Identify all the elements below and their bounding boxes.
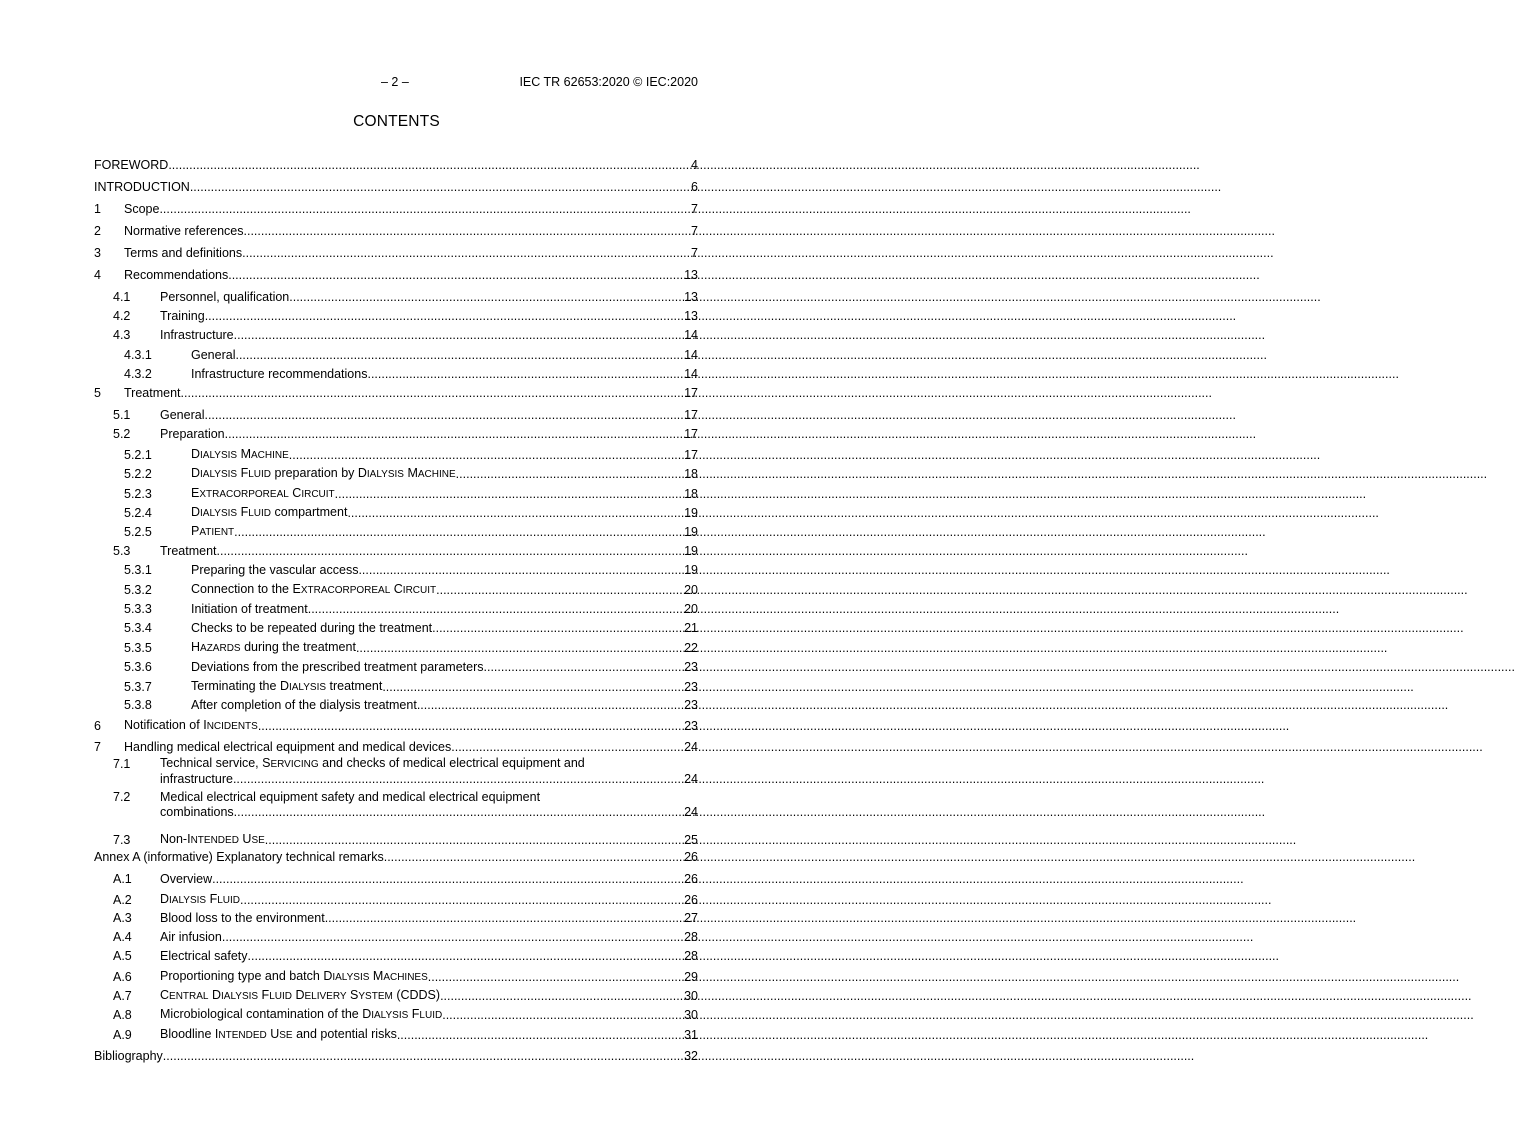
toc-entry-page: 14	[684, 328, 698, 342]
toc-entry-number: 3	[94, 246, 101, 260]
toc-entry-title: DIALYSIS FLUID preparation by DIALYSIS MACHINE	[191, 466, 456, 480]
toc-entry[interactable]	[94, 386, 698, 401]
dot-leader	[233, 772, 683, 787]
toc-entry-number: A.2	[113, 893, 132, 907]
toc-entry-page: 19	[684, 563, 698, 577]
toc-entry-page: 23	[684, 680, 698, 694]
toc-entry[interactable]	[94, 427, 698, 442]
toc-entry-title: Training	[160, 309, 205, 323]
toc-entry[interactable]	[94, 790, 698, 820]
toc-entry[interactable]	[94, 563, 698, 578]
toc-entry-number: 5.2	[113, 427, 131, 441]
toc-entry[interactable]	[94, 911, 698, 926]
toc-entry-title: Personnel, qualification	[160, 290, 290, 304]
toc-entry-title: EXTRACORPOREAL CIRCUIT	[191, 486, 335, 500]
toc-entry-title: Initiation of treatment	[191, 602, 308, 616]
dot-leader	[205, 309, 683, 324]
toc-entry-title: Treatment	[160, 544, 217, 558]
toc-entry[interactable]	[94, 1027, 698, 1043]
toc-entry-number: 2	[94, 224, 101, 238]
toc-entry-title: Treatment	[124, 386, 181, 400]
toc-entry[interactable]	[94, 602, 698, 617]
toc-entry-number: 5.3.7	[124, 680, 152, 694]
toc-entry-title: CENTRAL DIALYSIS FLUID DELIVERY SYSTEM (CDDS)	[160, 988, 441, 1002]
toc-entry-number: 5	[94, 386, 101, 400]
toc-entry[interactable]	[94, 246, 698, 261]
dot-leader	[244, 224, 691, 239]
dot-leader	[212, 872, 683, 887]
dot-leader	[417, 698, 683, 713]
toc-entry-title: Air infusion	[160, 930, 222, 944]
toc-entry-number: A.6	[113, 970, 132, 984]
toc-entry-page: 19	[684, 525, 698, 539]
toc-entry-page: 20	[684, 583, 698, 597]
dot-leader	[289, 290, 683, 305]
toc-entry-number: 7.2	[113, 790, 131, 804]
dot-leader	[181, 386, 684, 401]
toc-entry-title: DIALYSIS FLUID compartment	[191, 505, 348, 519]
toc-entry-title: Non-INTENDED USE	[160, 832, 265, 846]
toc-entry-number: 7	[94, 740, 101, 754]
toc-entry[interactable]	[94, 832, 698, 848]
toc-entry[interactable]	[94, 740, 698, 755]
dot-leader	[235, 348, 683, 363]
toc-entry[interactable]	[94, 850, 698, 865]
toc-entry-number: A.7	[113, 989, 132, 1003]
toc-entry-page: 19	[684, 506, 698, 520]
dot-leader	[384, 850, 683, 865]
toc-entry-title: Proportioning type and batch DIALYSIS MACHINES	[160, 969, 428, 983]
toc-entry-title: Normative references	[124, 224, 244, 238]
toc-entry-page: 27	[684, 911, 698, 925]
toc-entry-number: A.4	[113, 930, 132, 944]
toc-entry-page: 24	[684, 805, 698, 819]
toc-entry[interactable]	[94, 679, 698, 695]
toc-entry-page: 6	[691, 180, 698, 194]
toc-entry-page: 30	[684, 1008, 698, 1022]
toc-entry-title: HAZARDS during the treatment	[191, 640, 356, 654]
toc-entry-page: 30	[684, 989, 698, 1003]
toc-entry-title: Preparation	[160, 427, 225, 441]
toc-entry-title: Notification of INCIDENTS	[124, 718, 258, 732]
toc-entry[interactable]	[94, 988, 698, 1004]
toc-entry-page: 13	[684, 268, 698, 282]
dot-leader	[265, 833, 683, 848]
toc-entry-number: A.3	[113, 911, 132, 925]
toc-entry-page: 28	[684, 949, 698, 963]
toc-entry-page: 23	[684, 719, 698, 733]
toc-entry[interactable]	[94, 348, 698, 363]
toc-entry[interactable]	[94, 447, 698, 463]
toc-entry-page: 13	[684, 290, 698, 304]
toc-entry-number: 5.1	[113, 408, 131, 422]
toc-entry-page: 25	[684, 833, 698, 847]
toc-entry-number: 6	[94, 719, 101, 733]
toc-entry-page: 18	[684, 487, 698, 501]
dot-leader	[367, 367, 683, 382]
toc-entry-title: Terminating the DIALYSIS treatment	[191, 679, 383, 693]
toc-entry-title: Scope	[124, 202, 160, 216]
toc-entry-title: Recommendations	[124, 268, 229, 282]
dot-leader	[325, 911, 683, 926]
toc-entry-page: 13	[684, 309, 698, 323]
toc-entry-number: 5.2.4	[124, 506, 152, 520]
toc-entry-title: Checks to be repeated during the treatment	[191, 621, 433, 635]
toc-entry-number: 5.3.2	[124, 583, 152, 597]
toc-entry[interactable]	[94, 268, 698, 283]
toc-entry[interactable]	[94, 486, 698, 502]
toc-entry-number: 4	[94, 268, 101, 282]
toc-entry[interactable]	[94, 892, 698, 908]
dot-leader	[289, 448, 683, 463]
toc-entry-title: Bloodline INTENDED USE and potential risks	[160, 1027, 397, 1041]
dot-leader	[451, 740, 683, 755]
toc-entry-number: 5.2.5	[124, 525, 152, 539]
toc-entry-title: Connection to the EXTRACORPOREAL CIRCUIT	[191, 582, 437, 596]
dot-leader	[204, 408, 683, 423]
toc-entry[interactable]	[94, 756, 698, 787]
dot-leader	[308, 602, 683, 617]
toc-entry-page: 26	[684, 893, 698, 907]
toc-entry-page: 28	[684, 930, 698, 944]
toc-entry[interactable]	[94, 180, 698, 195]
toc-entry-title: infrastructure	[160, 772, 233, 786]
toc-entry-page: 17	[684, 386, 698, 400]
dot-leader	[234, 328, 683, 343]
toc-entry-number: 5.3	[113, 544, 131, 558]
toc-entry-page: 26	[684, 850, 698, 864]
toc-entry-title-line: Medical electrical equipment safety and medical electrical equipment	[160, 790, 541, 804]
dot-leader	[159, 202, 690, 217]
toc-entry-number: 5.3.8	[124, 698, 152, 712]
toc-entry-number: 5.3.3	[124, 602, 152, 616]
toc-entry[interactable]	[94, 408, 698, 423]
toc-entry-title: Infrastructure	[160, 328, 234, 342]
toc-entry-page: 19	[684, 544, 698, 558]
toc-entry-title: Preparing the vascular access	[191, 563, 359, 577]
dot-leader	[484, 660, 684, 675]
toc-entry-number: 5.3.5	[124, 641, 152, 655]
dot-leader	[347, 506, 683, 521]
dot-leader	[190, 180, 690, 195]
toc-entry-number: 5.2.2	[124, 467, 152, 481]
toc-entry-title: Electrical safety	[160, 949, 248, 963]
toc-entry-title: INTRODUCTION	[94, 180, 190, 194]
toc-entry[interactable]	[94, 930, 698, 945]
toc-entry[interactable]	[94, 1007, 698, 1023]
toc-entry-title: After completion of the dialysis treatment	[191, 698, 417, 712]
dot-leader	[397, 1028, 683, 1043]
document-reference: IEC TR 62653:2020 © IEC:2020	[519, 75, 698, 89]
toc-entry-number: A.8	[113, 1008, 132, 1022]
toc-entry[interactable]	[94, 872, 698, 887]
toc-entry-page: 18	[684, 467, 698, 481]
toc-entry-page: 7	[691, 202, 698, 216]
toc-entry[interactable]	[94, 621, 698, 636]
toc-entry-title: Deviations from the prescribed treatment parameters	[191, 660, 484, 674]
toc-entry-title: Handling medical electrical equipment and medical devices	[124, 740, 452, 754]
toc-entry-title: combinations	[160, 805, 234, 819]
toc-entry[interactable]	[94, 158, 698, 173]
page-number: – 2 –	[381, 75, 409, 89]
toc-entry[interactable]	[94, 505, 698, 521]
toc-entry-number: 4.2	[113, 309, 131, 323]
dot-leader	[242, 246, 690, 261]
dot-leader	[258, 719, 683, 734]
toc-entry-number: A.1	[113, 872, 132, 886]
toc-entry-number: 7.3	[113, 833, 131, 847]
toc-entry-title: Overview	[160, 872, 213, 886]
dot-leader	[168, 158, 690, 173]
toc-entry-number: 5.2.3	[124, 487, 152, 501]
toc-entry-number: A.9	[113, 1028, 132, 1042]
toc-entry-page: 14	[684, 367, 698, 381]
toc-entry-page: 23	[684, 660, 698, 674]
toc-entry-number: 4.3.2	[124, 367, 152, 381]
toc-entry[interactable]	[94, 544, 698, 559]
toc-entry-title: Terms and definitions	[124, 246, 243, 260]
toc-entry[interactable]	[94, 582, 698, 598]
toc-entry-number: 4.3	[113, 328, 131, 342]
toc-entry-page: 24	[684, 740, 698, 754]
toc-entry-page: 17	[684, 427, 698, 441]
dot-leader	[222, 930, 683, 945]
toc-entry[interactable]	[94, 1049, 698, 1064]
toc-entry-page: 31	[684, 1028, 698, 1042]
toc-entry-page: 17	[684, 408, 698, 422]
toc-entry-page: 29	[684, 970, 698, 984]
dot-leader	[217, 544, 684, 559]
toc-entry-title: Annex A (informative) Explanatory technical remarks	[94, 850, 384, 864]
toc-entry-number: A.5	[113, 949, 132, 963]
toc-entry[interactable]	[94, 640, 698, 656]
toc-entry-page: 22	[684, 641, 698, 655]
toc-entry-page: 21	[684, 621, 698, 635]
toc-entry-page: 7	[691, 224, 698, 238]
toc-entry-page: 26	[684, 872, 698, 886]
dot-leader	[436, 583, 683, 598]
toc-entry[interactable]	[94, 698, 698, 713]
toc-entry-page: 32	[684, 1049, 698, 1063]
dot-leader	[234, 805, 683, 820]
toc-entry[interactable]	[94, 202, 698, 217]
toc-entry-title: Blood loss to the environment	[160, 911, 325, 925]
dot-leader	[240, 893, 683, 908]
toc-entry[interactable]	[94, 969, 698, 985]
page-title: CONTENTS	[353, 113, 440, 130]
dot-leader	[335, 487, 683, 502]
toc-entry-page: 7	[691, 246, 698, 260]
toc-entry-page: 23	[684, 698, 698, 712]
toc-entry-number: 4.3.1	[124, 348, 152, 362]
dot-leader	[382, 680, 683, 695]
toc-entry-title: Infrastructure recommendations	[191, 367, 368, 381]
toc-entry-number: 5.3.1	[124, 563, 152, 577]
dot-leader	[248, 949, 684, 964]
toc-entry-title: General	[160, 408, 205, 422]
dot-leader	[432, 621, 683, 636]
toc-entry-page: 17	[684, 448, 698, 462]
toc-entry-page: 4	[691, 158, 698, 172]
toc-entry[interactable]	[94, 290, 698, 305]
dot-leader	[440, 989, 683, 1004]
toc-entry-title: Bibliography	[94, 1049, 163, 1063]
dot-leader	[228, 268, 683, 283]
dot-leader	[163, 1049, 683, 1064]
toc-entry-number: 5.3.6	[124, 660, 152, 674]
toc-entry[interactable]	[94, 524, 698, 540]
toc-entry-page: 20	[684, 602, 698, 616]
dot-leader	[456, 467, 683, 482]
toc-entry[interactable]	[94, 466, 698, 482]
toc-entry-title: Microbiological contamination of the DIALYSIS FLUID	[160, 1007, 443, 1021]
toc-entry-number: 7.1	[113, 757, 131, 771]
dot-leader	[358, 563, 683, 578]
toc-entry-title: DIALYSIS MACHINE	[191, 447, 289, 461]
dot-leader	[356, 641, 683, 656]
toc-entry-number: 5.3.4	[124, 621, 152, 635]
toc-entry[interactable]	[94, 660, 698, 675]
toc-entry-number: 1	[94, 202, 101, 216]
toc-entry[interactable]	[94, 328, 698, 343]
toc-entry-title: General	[191, 348, 236, 362]
toc-entry-title-line: Technical service, SERVICING and checks of medical electrical equipment and	[160, 756, 585, 770]
toc-entry[interactable]	[94, 718, 698, 734]
toc-entry-title: DIALYSIS FLUID	[160, 892, 241, 906]
toc-entry-title: FOREWORD	[94, 158, 169, 172]
dot-leader	[225, 427, 683, 442]
toc-entry[interactable]	[94, 224, 698, 239]
toc-entry[interactable]	[94, 309, 698, 324]
toc-entry-title: PATIENT	[191, 524, 235, 538]
toc-entry-page: 24	[684, 772, 698, 786]
toc-entry[interactable]	[94, 949, 698, 964]
toc-entry-page: 14	[684, 348, 698, 362]
dot-leader	[234, 525, 683, 540]
toc-entry[interactable]	[94, 367, 698, 382]
toc-entry-number: 4.1	[113, 290, 131, 304]
toc-entry-number: 5.2.1	[124, 448, 152, 462]
dot-leader	[442, 1008, 683, 1023]
dot-leader	[428, 970, 683, 985]
